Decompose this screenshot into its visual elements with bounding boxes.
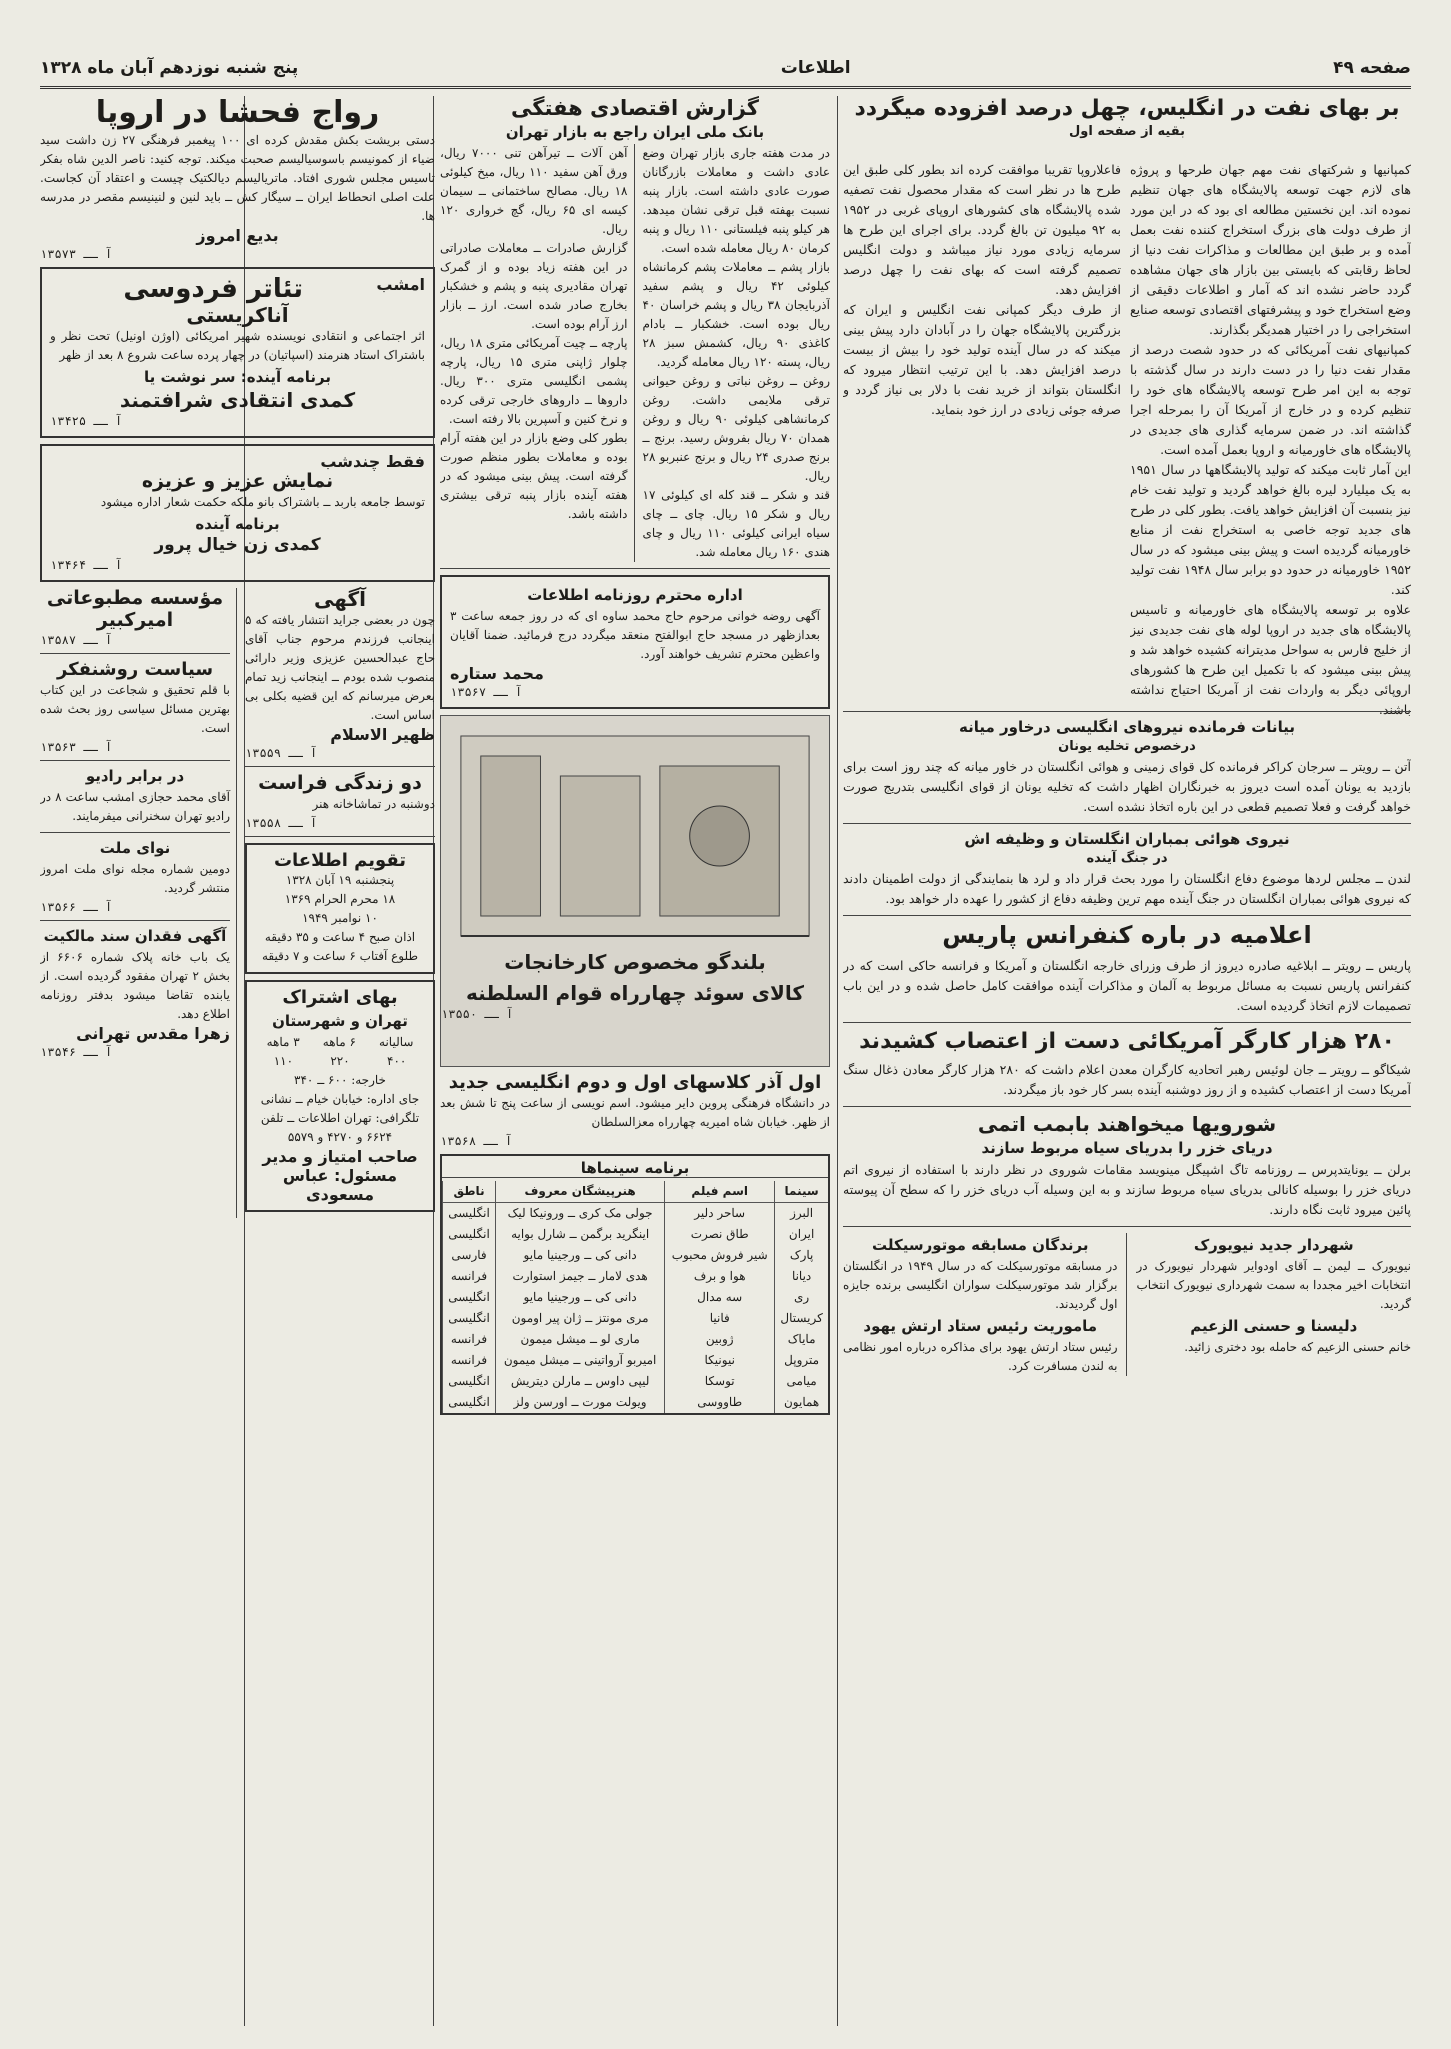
- radio-body: آقای محمد حجازی امشب ساعت ۸ در رادیو تهران سخنرانی میفرمایند.: [40, 790, 231, 824]
- story-body: برلن ــ یونایتدپرس ــ روزنامه تاگ اشپیگل مینویسد مقامات شوروی در نظر دارند با استفاده از نیروی اتم دریای خزر را بوسیله کانالی بدریای سیاه مربوط سازند و به این وسیله آب دریای خزر را که سطح آن پیوسته پائین میرود ثابت نگاه دارند.: [843, 1161, 1411, 1217]
- deed-body: یک باب خانه پلاک شماره ۶۶۰۶ از بخش ۲ تهران مفقود گردیده است. از یابنده تقاضا میشود بدفتر روزنامه اطلاع دهد.: [40, 950, 231, 1022]
- report-body: گزارش صادرات ــ معاملات صادراتی در این هفته زیاد بوده و از گمرک تهران مقادیری پنبه و پشم و خشکبار بخارج صادر شده است. ارز ــ بازار ارز آرام بوده است.: [440, 241, 628, 332]
- show-code: آ ــ ۱۳۴۶۴: [50, 557, 123, 572]
- report-headline: گزارش اقتصادی هفتگی: [511, 96, 759, 120]
- deed-sign: زهرا مقدس تهرانی: [76, 1024, 230, 1044]
- cinema-row: [443, 1266, 829, 1287]
- notice-box: [440, 575, 830, 709]
- lead-sub: بقیه از صفحه اول: [1069, 124, 1185, 140]
- ad-headline: رواج فحشا در اروپا: [95, 96, 380, 130]
- cinema-cell: انگلیسی: [443, 1287, 496, 1308]
- theatre-ad: [40, 267, 435, 439]
- subscription-sub: تهران و شهرستان: [272, 1012, 408, 1030]
- address: جای اداره: خیابان خیام ــ نشانی تلگرافی: تهران اطلاعات ــ تلفن ۶۶۲۴ و ۴۲۷۰ و ۵۵۷۹: [260, 1092, 420, 1144]
- story-headline: اعلامیه در باره کنفرانس پاریس: [942, 921, 1312, 949]
- class-body: در دانشگاه فرهنگی پروین دایر میشود. اسم نویسی از ساعت پنج تا شش بعد از ظهر. خیابان شاه امیریه چهارراه معزالسلطان: [440, 1095, 830, 1129]
- notice-body: چون در بعضی جراید انتشار یافته که ۵ اینجانب فرزندم مرحوم جناب آقای حاج عبدالحسین عزیزی وزیر دارائی منصوب شده بودم ــ اینجانب زید تمام بعرض میرسانم که این قضیه بکلی بی اساس است.: [245, 612, 435, 722]
- theatre-comedy: کمدی انتقادی شرافتمند: [119, 388, 356, 413]
- cinema-program: [440, 1154, 830, 1415]
- cinema-cell: فرانسه: [443, 1350, 496, 1371]
- cinema-cell: سه مدال: [665, 1287, 775, 1308]
- theatre-name: تئاتر فردوسی: [123, 273, 304, 304]
- cinema-cell: دانی کی ــ ورجینیا مایو: [496, 1287, 665, 1308]
- lead-headline: بر بهای نفت در انگلیس، چهل درصد افزوده میگردد: [854, 96, 1400, 121]
- calendar-line: ۱۰ نوامبر ۱۹۴۹: [302, 911, 378, 926]
- cinema-row: [443, 1350, 829, 1371]
- story-subhead: ماموریت رئیس ستاد ارتش یهود: [863, 1316, 1098, 1335]
- cinema-row: [443, 1371, 829, 1392]
- notice-sign: ظهیر الاسلام: [330, 724, 435, 744]
- cinema-header-cell: اسم فیلم: [665, 1181, 775, 1203]
- cinema-table-body: [443, 1202, 829, 1413]
- subscription-foreign: خارجه: ۶۰۰ ــ ۳۴۰: [294, 1073, 386, 1087]
- cinema-cell: هدی لامار ــ جیمز استوارت: [496, 1266, 665, 1287]
- subscription-period: سالیانه: [379, 1035, 414, 1049]
- calendar-line: ۱۸ محرم الحرام ۱۳۶۹: [284, 892, 396, 907]
- report-body: پارچه ــ چیت آمریکائی متری ۱۸ ریال، چلوار ژاپنی متری ۱۵ ریال، پارچه پشمی انگلیسی متری ۳۰۰ ریال. داروها ــ داروهای خارجی ترقی کرده و نرخ کنین و آسپرین بالا رفته است.: [440, 336, 628, 427]
- show-body: توسط جامعه باربد ــ باشتراک بانو ملکه حکمت شعار اداره میشود: [100, 495, 425, 510]
- subscription-price: ۴۰۰: [387, 1054, 407, 1068]
- report-body: قند و شکر ــ قند کله ای کیلوئی ۱۷ ریال و شکر ۱۵ ریال. چای ــ چای سیاه ایرانی کیلوئی ۱۱۰ ریال و چای هندی ۱۶۰ ریال معامله شد.: [642, 488, 830, 560]
- report-body: در مدت هفته جاری بازار تهران وضع عادی داشت و معاملات بازرگانان صورت عادی داشته است. بازار پنبه نسبت بهفته قبل ترقی نشان میدهد. هر کیلو پنبه فیلستانی ۱۱۰ ریال و پنبه کرمان ۸۰ ریال معامله شده است.: [642, 146, 830, 256]
- story-subhead: نیروی هوائی بمباران انگلستان و وظیفه اش: [964, 830, 1290, 848]
- cinema-cell: طاق نصرت: [665, 1224, 775, 1245]
- story-subhead: دلیسنا و حسنی الزعیم: [1190, 1316, 1358, 1335]
- cinema-cell: دیانا: [775, 1266, 828, 1287]
- cinema-row: [443, 1224, 829, 1245]
- story-subhead-2: در جنگ آینده: [1086, 851, 1168, 866]
- cinema-cell: ساحر دلیر: [665, 1202, 775, 1224]
- cinema-header-cell: سینما: [775, 1181, 828, 1203]
- story-body: شیکاگو ــ رویتر ــ جان لوئیس رهبر اتحادیه کارگران معدن اعلام داشت که ۲۸۰ هزار کارگر معادن ذغال سنگ آمریکا دست از اعتصاب کشیده و از روز دوشنبه آینده بسر کار خود باز میگردند.: [843, 1061, 1411, 1097]
- cinema-cell: ویولت مورت ــ اورسن ولز: [496, 1392, 665, 1413]
- cinema-cell: ماری لو ــ میشل میمون: [496, 1329, 665, 1350]
- cinema-cell: فارسی: [443, 1245, 496, 1266]
- cinema-cell: ایران: [775, 1224, 828, 1245]
- calendar-title: تقویم اطلاعات: [273, 849, 407, 871]
- politics-head: سیاست روشنفکر: [56, 659, 214, 681]
- report-subhead: بانک ملی ایران راجع به بازار تهران: [505, 123, 765, 142]
- cinema-cell: دانی کی ــ ورجینیا مایو: [496, 1245, 665, 1266]
- story-headline: ۲۸۰ هزار کارگر آمریکائی دست از اعتصاب کشیدند: [859, 1028, 1395, 1054]
- ad-publisher: بدیع امروز: [196, 225, 279, 245]
- cinema-cell: فانیا: [665, 1308, 775, 1329]
- lead-body-4: علاوه بر توسعه پالایشگاه های خاورمیانه و تاسیس پالایشگاه های جدید در اروپا لوله های نفت جدیدی نیز از خلیج فارس به سواحل مدیترانه کشیده خواهد شد و پیش بینی میشود که با تکمیل این طرح ها کشورهای اروپائی دیگر به واردات نفت از آمریکا احتیاج نداشته باشند.: [1130, 602, 1411, 717]
- subscription-price: ۱۱۰: [273, 1054, 294, 1068]
- lead-story: [843, 96, 1411, 142]
- story-subhead: برندگان مسابقه موتورسیکلت: [871, 1235, 1089, 1254]
- story-subhead-2: درخصوص تخلیه یونان: [1058, 739, 1196, 754]
- notice-code: آ ــ ۱۳۵۶۷: [450, 685, 523, 700]
- cinema-cell: اینگرید برگمن ــ شارل بوایه: [496, 1224, 665, 1245]
- deed-head: آگهی فقدان سند مالکیت: [43, 927, 227, 946]
- cinema-cell: ری: [775, 1287, 828, 1308]
- notice-title: اداره محترم روزنامه اطلاعات: [527, 586, 743, 605]
- cinema-cell: کریستال: [775, 1308, 828, 1329]
- cinema-cell: میامی: [775, 1371, 828, 1392]
- calendar-line: طلوع آفتاب ۶ ساعت و ۷ دقیقه: [262, 949, 418, 964]
- ad-code: آ ــ ۱۳۵۵۰: [441, 1007, 514, 1022]
- cinema-cell: انگلیسی: [443, 1202, 496, 1224]
- cinema-cell: امیربو آرواتینی ــ میشل میمون: [496, 1350, 665, 1371]
- report-body: روغن ــ روغن نباتی و روغن حیوانی ترقی ملایمی داشت. روغن کرمانشاهی کیلوئی ۹۰ ریال و روغن همدان ۷۰ ریال بفروش رسید. برنج ــ برنج صدری ۲۴ ریال و برنج عنبربو ۲۸ ریال.: [642, 374, 830, 484]
- notice-signature: محمد ستاره: [450, 664, 544, 684]
- advertisement-illustration: [440, 715, 830, 1067]
- class-headline: اول آذر کلاسهای اول و دوم انگلیسی جدید: [448, 1072, 822, 1094]
- story-subhead: شهردار جدید نیویورک: [1193, 1235, 1354, 1254]
- notice-head: آگهی: [314, 586, 366, 611]
- column-3: [440, 96, 830, 2021]
- page-header: [40, 50, 1411, 89]
- lead-body-2: کمپانیهای نفت آمریکائی که در حدود شصت درصد از مقدار نفت دنیا را در دست دارند در سال گذشته با توجه به این امر طرح توسعه پالایشگاه های خود را تنظیم کرده و در خارج از آمریکا آن را بمرحله اجرا گذاشته اند. در ضمن سرمایه گذاری های جدیدی در پالایشگاه های خاورمیانه و اروپا بعمل آمده است.: [1130, 342, 1411, 457]
- cinema-cell: پارک: [775, 1245, 828, 1266]
- cinema-cell: هوا و برف: [665, 1266, 775, 1287]
- story-headline: شورویها میخواهند بابمب اتمی: [977, 1111, 1277, 1136]
- politics-body: با قلم تحقیق و شجاعت در این کتاب بهترین مسائل سیاسی روز بحث شده است.: [40, 683, 230, 736]
- subscription-box: [245, 980, 435, 1212]
- story-subhead: دریای خزر را بدریای سیاه مربوط سازند: [981, 1138, 1273, 1157]
- story-body: در مسابقه موتورسیکلت که در سال ۱۹۴۹ در انگلستان برگزار شد موتورسیکلت سواران انگلیسی برنده جایزه اول گردیدند.: [843, 1258, 1118, 1311]
- subscription-period: ۶ ماهه: [322, 1035, 356, 1049]
- story-subhead: بیانات فرمانده نیروهای انگلیسی درخاور میانه: [959, 718, 1295, 736]
- calendar-line: پنجشنبه ۱۹ آبان ۱۳۲۸: [285, 873, 395, 888]
- cinema-cell: انگلیسی: [443, 1371, 496, 1392]
- subscription-price: ۲۲۰: [330, 1054, 350, 1068]
- cinema-cell: شیر فروش محبوب: [665, 1245, 775, 1266]
- paper-name: اطلاعات: [780, 58, 851, 78]
- show-title: نمایش عزیز و عزیزه: [141, 470, 334, 493]
- cinema-cell: جولی مک کری ــ ورونیکا لیک: [496, 1202, 665, 1224]
- show-next: برنامه آینده: [195, 515, 280, 534]
- class-code: آ ــ ۱۳۵۶۸: [440, 1133, 513, 1148]
- print-ad: مؤسسه مطبوعاتی امیرکبیر: [46, 586, 224, 631]
- story-body: لندن ــ مجلس لردها موضوع دفاع انگلستان را مورد بحث قرار داد و لرد ها بنمایندگی از دولت اطمینان دادند که نیروی هوائی بمباران انگلستان در جنگ آینده مهم ترین وظیفه دفاع از کشور را عهده دار خواهد بود.: [843, 871, 1411, 906]
- show-ad: [40, 444, 435, 581]
- story-body: آتن ــ رویتر ــ سرجان کراکر فرمانده کل قوای زمینی و هوائی انگلستان در خاور میانه که چند روز است برای بازدید به یونان آمده است دیروز به خبرنگاران اظهار داشت که تخلیه یونان از قوای انگلیسی بتدریج صورت خواهد گرفت و فعلا تصمیم قطعی در این باره اتخاذ نشده است.: [843, 759, 1411, 814]
- report-body: بازار پشم ــ معاملات پشم کرمانشاه کیلوئی ۴۲ ریال و پشم سفید آذربایجان ۳۸ ریال و پشم خراسان ۴۰ ریال بوده است. خشکبار ــ بادام کاغذی ۹۰ ریال، کشمش سبز ۲۸ ریال، پسته ۱۲۰ ریال معامله گردید.: [642, 260, 830, 370]
- ad-code: آ ــ ۱۳۵۷۳: [40, 246, 113, 261]
- report-body: آهن آلات ــ تیرآهن تنی ۷۰۰۰ ریال، ورق آهن سفید ۱۱۰ ریال، میخ کیلوئی ۱۸ ریال. مصالح ساختمانی ــ سیمان کیسه ای ۶۵ ریال، گچ خرواری ۱۲۰ ریال.: [440, 146, 628, 237]
- cinema-cell: البرز: [775, 1202, 828, 1224]
- cinema-row: [443, 1308, 829, 1329]
- cinema-row: [443, 1329, 829, 1350]
- voice-body: دومین شماره مجله نوای ملت امروز منتشر گردید.: [40, 862, 230, 896]
- life-body: دوشنبه در تماشاخانه هنر: [312, 796, 435, 811]
- cinema-header-cell: ناطق: [443, 1181, 496, 1203]
- column-4: [40, 96, 435, 2021]
- issue-date: پنج شنبه نوزدهم آبان ماه ۱۳۲۸: [40, 58, 299, 78]
- story-body: خانم حسنی الزعیم که حامله بود دختری زائید.: [1184, 1339, 1411, 1354]
- cinema-cell: فرانسه: [443, 1266, 496, 1287]
- cinema-cell: طاووسی: [665, 1392, 775, 1413]
- cinema-cell: انگلیسی: [443, 1224, 496, 1245]
- cinema-cell: ژوبین: [665, 1329, 775, 1350]
- calendar-box: [245, 843, 435, 975]
- cinema-row: [443, 1202, 829, 1224]
- report-body: بطور کلی وضع بازار در این هفته آرام بوده و معاملات بطور منظم صورت گرفته است. پیش بینی میشود که در هفته آینده بازار پنبه ترقی بیشتری داشته باشد.: [440, 431, 628, 522]
- cinema-cell: توسکا: [665, 1371, 775, 1392]
- column-2-lower: [843, 705, 1411, 2020]
- story-body: نیویورک ــ لیمن ــ آقای اودوایر شهردار نیویورک در انتخابات اخیر مجددا به سمت شهرداری نیویورک انتخاب گردید.: [1136, 1258, 1411, 1311]
- cinema-cell: لیپی داوس ــ مارلن دیتریش: [496, 1371, 665, 1392]
- page-number: صفحه ۴۹: [1333, 58, 1411, 78]
- cinema-table-header: [443, 1181, 829, 1203]
- cinema-header-cell: هنرپیشگان معروف: [496, 1181, 665, 1203]
- cinema-row: [443, 1392, 829, 1413]
- ad-headline: بلندگو مخصوص کارخانجات: [504, 950, 766, 975]
- voice-head: نوای ملت: [99, 839, 171, 858]
- cinema-row: [443, 1245, 829, 1266]
- cinema-program-title: برنامه سینماها: [442, 1159, 828, 1178]
- print-code: آ ــ ۱۳۵۸۷: [40, 633, 113, 648]
- cinema-cell: مری مونتز ــ ژان پیر اومون: [496, 1308, 665, 1329]
- life-head: دو زندگی فراست: [258, 771, 422, 794]
- theatre-body: اثر اجتماعی و انتقادی نویسنده شهیر امریکائی (اوژن اونیل) تحت نظر و باشتراک استاد هنرمند (اسپاتیان) در چهار پرده ساعت شروع ۸ بعد از ظهر: [50, 329, 425, 363]
- cinema-cell: انگلیسی: [443, 1392, 496, 1413]
- theatre-play: آناکریستی: [186, 303, 289, 328]
- deed-code: آ ــ ۱۳۵۴۶: [40, 1045, 113, 1060]
- theatre-code: آ ــ ۱۳۴۲۵: [50, 414, 123, 429]
- radio-head: در برابر رادیو: [85, 767, 185, 786]
- theatre-next: برنامه آینده: سر نوشت یا: [144, 368, 331, 387]
- cinema-cell: انگلیسی: [443, 1308, 496, 1329]
- story-body: پاریس ــ رویتر ــ ابلاغیه صادره دیروز از طرف وزرای خارجه انگلستان و آمریکا و فرانسه حاکی است که در کنفرانس پاریس نسبت به مسائل مربوط به آلمان و مذاکرات آینده موافقت کامل حاصل شده و در این باب تصمیمات لازم اتخاذ گردیده است.: [843, 957, 1411, 1013]
- lead-body-6: از طرف دیگر کمپانی نفت انگلیس و ایران که بزرگترین پالایشگاه جهان را در آبادان دارد پیش بینی میکند که در سال آینده تولید خود را بیش از بیست درصد افزایش دهد. با این ترتیب انتظار میرود که انگلستان بتواند از خرید نفت با دلار بی نیاز گردد و صرفه جوئی زیادی در ارز خود بنماید.: [843, 302, 1121, 417]
- life-code: آ ــ ۱۳۵۵۸: [245, 815, 318, 830]
- cinema-cell: متروپل: [775, 1350, 828, 1371]
- cinema-cell: فرانسه: [443, 1329, 496, 1350]
- cinema-cell: مایاک: [775, 1329, 828, 1350]
- calendar-line: اذان صبح ۴ ساعت و ۳۵ دقیقه: [264, 930, 416, 945]
- cinema-cell: همایون: [775, 1392, 828, 1413]
- subscription-period: ۳ ماهه: [266, 1035, 300, 1049]
- lead-body-1: کمپانیها و شرکتهای نفت مهم جهان طرحها و پروژه های لازم جهت توسعه پالایشگاه های جهان تنظیم نموده اند. این نخستین مطالعه ای بود که در این مورد از طرف دولت های بزرگ استخراج کننده نفت بعمل آمده و بر طبق این مطالعات و مذاکرات نفت دنیا از لحاظ رقابتی که بایستی بین بازار های جهان مشاهده گردد حاضر نشده اند که آمار و اطلاعات دقیقی از وضع استخراج خود و پیشرفتهای اقتصادی توسعه صنایع استخراجی را در اختیار همدیگر بگذارند.: [1130, 162, 1411, 337]
- cinema-cell: نیونیکا: [665, 1350, 775, 1371]
- politics-code: آ ــ ۱۳۵۶۳: [40, 740, 113, 755]
- show-comedy: کمدی زن خیال پرور: [154, 535, 321, 556]
- notice-code: آ ــ ۱۳۵۵۹: [245, 745, 318, 760]
- voice-code: آ ــ ۱۳۵۶۶: [40, 900, 113, 915]
- ad-subline: کالای سوئد چهارراه قوام السلطنه: [465, 981, 805, 1006]
- cinema-row: [443, 1287, 829, 1308]
- publisher: صاحب امتیاز و مدیر مسئول: عباس مسعودی: [262, 1147, 418, 1204]
- ad-body: دستی بریشت بکش مقدش کرده ای ۱۰۰ پیغمبر فرهنگی ۲۷ زن داشت سید ضیاء از کمونیسم باسوسیالیسم صحبت میکند. توجه کنید: ناصر الدین شاه بفکر تاسیس مجلس شوری افتاد. ماتریالیسم دیالکتیک چیست و اعتقاد آن کجاست. علت اصلی انحطاط ایران ــ سیگار کش ــ باید لنین و لنینیسم مقصر در مدرسه ها.: [40, 132, 435, 223]
- theatre-tag: امشب: [376, 274, 425, 294]
- column-rule: [837, 96, 838, 2026]
- story-body: رئیس ستاد ارتش یهود برای مذاکره درباره امور نظامی به لندن مسافرت کرد.: [843, 1339, 1118, 1373]
- cinema-table: [442, 1181, 828, 1413]
- lead-body-5: فاعلاروپا تقریبا موافقت کرده اند بطور کلی طبق این طرح ها در نظر است که مقدار محصول نفت تصفیه شده پالایشگاه های کشورهای اروپای غربی در ۱۹۵۲ به ۹۲ میلیون تن بالغ گردد. برای اجرای این طرح ها سرمایه زیادی مورد نیاز میباشد و دولت انگلیس تصمیم گرفته است که بهای نفت را چهل درصد افزایش دهد.: [843, 162, 1121, 297]
- notice-body: آگهی روضه خوانی مرحوم حاج محمد ساوه ای که در روز جمعه ساعت ۳ بعدازظهر در مسجد حاج ابوالفتح منعقد میگردد درج فرمائید. ضمنا آقایان واعظین محترم تشریف خواهند آورد.: [450, 609, 820, 662]
- subscription-title: بهای اشتراک: [282, 987, 398, 1009]
- show-tag: فقط چندشب: [320, 452, 425, 472]
- lead-body-3: این آمار ثابت میکند که تولید پالایشگاهها در سال ۱۹۵۱ به یک میلیارد لیره بالغ خواهد گردید و تولید نفت خام نیز بنسبت آن افزایش خواهد یافت. بطور کلی در طرح های جدید توجه خاصی به استخراج نفت از منابع خاورمیانه گردیده است و پیش بینی میشود که در سال ۱۹۵۲ خاورمیانه در حدود دو برابر سال ۱۹۴۸ نفت تولید کند.: [1130, 462, 1411, 597]
